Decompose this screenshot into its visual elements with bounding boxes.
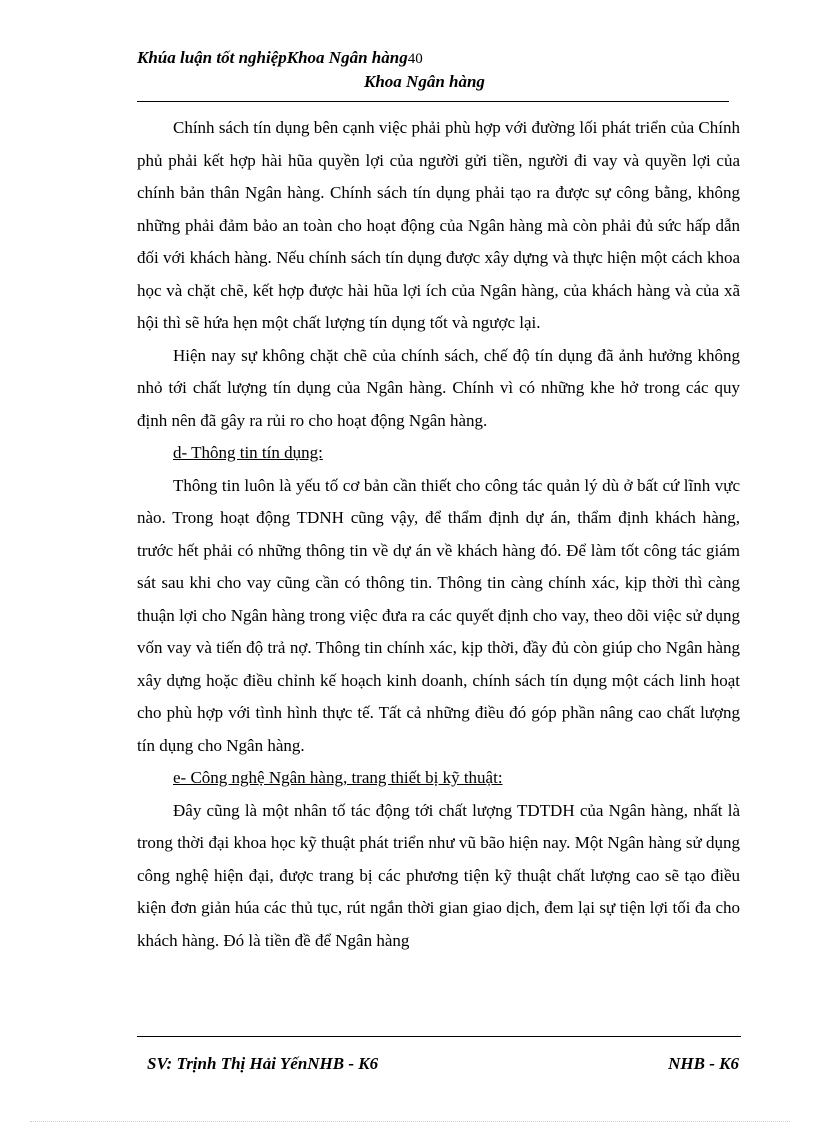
document-body bbox=[137, 112, 740, 957]
paragraph-credit-information: Thông tin luôn là yếu tố cơ bản cần thiết cho công tác quản lý dù ở bất cứ lĩnh vực nào. Trong hoạt động TDNH cũng vậy, để thẩm định dự án, thẩm định khách hàng, trước hết phải có những thông tin về dự án về khách hàng đó. Để làm tốt công tác giám sát sau khi cho vay cũng cần có thông tin. Thông tin càng chính xác, kịp thời thì càng thuận lợi cho Ngân hàng trong việc đưa ra các quyết định cho vay, theo dõi việc sử dụng vốn vay và tiến độ trả nợ. Thông tin chính xác, kịp thời, đầy đủ còn giúp cho Ngân hàng xây dựng hoặc điều chỉnh kế hoạch kinh doanh, chính sách tín dụng một cách linh hoạt cho phù hợp với tình hình thực tế. Tất cả những điều đó góp phần nâng cao chất lượng tín dụng cho Ngân hàng. bbox=[137, 475, 740, 755]
paragraph-policy-weakness: Hiện nay sự không chặt chẽ của chính sách, chế độ tín dụng đã ảnh hưởng không nhỏ tới chất lượng tín dụng của Ngân hàng. Chính vì có những khe hở trong các quy định nên đã gây ra rủi ro cho hoạt động Ngân hàng. bbox=[137, 345, 740, 430]
paragraph-credit-policy: Chính sách tín dụng bên cạnh việc phải phù hợp với đường lối phát triển của Chính phủ phải kết hợp hài hũa quyền lợi của người gửi tiền, người đi vay và quyền lợi của chính bản thân Ngân hàng. Chính sách tín dụng phải tạo ra được sự công bằng, không những phải đảm bảo an toàn cho hoạt động của Ngân hàng mà còn phải đủ sức hấp dẫn đối với khách hàng. Nếu chính sách tín dụng được xây dựng và thực hiện một cách khoa học và chặt chẽ, kết hợp được hài hũa lợi ích của Ngân hàng, của khách hàng và của xã hội thì sẽ hứa hẹn một chất lượng tín dụng tốt và ngược lại. bbox=[137, 118, 740, 332]
page-number: 40 bbox=[407, 51, 423, 67]
header-title-line bbox=[137, 48, 423, 68]
footer-author: SV: Trịnh Thị Hải YếnNHB - K6 bbox=[147, 1054, 379, 1073]
section-heading-banking-technology: e- Công nghệ Ngân hàng, trang thiết bị kỹ thuật: bbox=[173, 768, 503, 787]
header-subtitle: Khoa Ngân hàng bbox=[364, 72, 485, 91]
header-title: Khúa luận tốt nghiệpKhoa Ngân hàng bbox=[137, 48, 408, 67]
page-bottom-edge bbox=[30, 1121, 790, 1122]
footer-class-code: NHB - K6 bbox=[668, 1054, 739, 1073]
page-header bbox=[137, 48, 729, 98]
paragraph-banking-technology: Đây cũng là một nhân tố tác động tới chất lượng TDTDH của Ngân hàng, nhất là trong thời đại khoa học kỹ thuật phát triển như vũ bão hiện nay. Một Ngân hàng sử dụng công nghệ hiện đại, được trang bị các phương tiện kỹ thuật chất lượng cao sẽ tạo điều kiện đơn giản húa các thủ tục, rút ngắn thời gian giao dịch, đem lại sự tiện lợi tối đa cho khách hàng. Đó là tiền đề để Ngân hàng bbox=[137, 800, 740, 950]
footer-divider bbox=[137, 1036, 741, 1037]
header-divider bbox=[137, 101, 729, 102]
section-heading-credit-information: d- Thông tin tín dụng: bbox=[173, 443, 323, 462]
